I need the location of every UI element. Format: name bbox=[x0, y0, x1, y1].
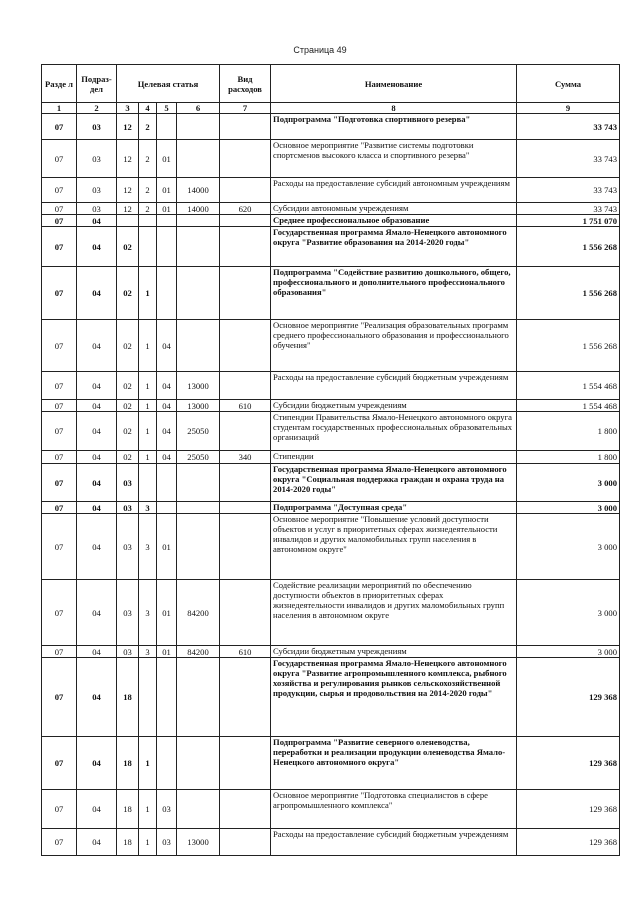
cell-program: 02 bbox=[117, 267, 139, 320]
cell-sum: 3 000 bbox=[517, 464, 620, 502]
header-summa: Сумма bbox=[517, 65, 620, 103]
cell-event bbox=[157, 215, 177, 227]
cell-subprogram: 1 bbox=[139, 737, 157, 790]
cell-sum: 3 000 bbox=[517, 646, 620, 658]
header-podrazdel: Подраз- дел bbox=[77, 65, 117, 103]
header-naimenovanie: Наименование bbox=[271, 65, 517, 103]
cell-expense-type bbox=[220, 580, 271, 646]
col-number: 9 bbox=[517, 103, 620, 114]
cell-name: Подпрограмма "Содействие развитию дошкольного, общего, профессионального и дополнительного профессионального образования" bbox=[271, 267, 517, 320]
cell-program: 02 bbox=[117, 451, 139, 464]
cell-expense-type bbox=[220, 178, 271, 203]
cell-expense-type bbox=[220, 658, 271, 737]
table-row bbox=[42, 203, 620, 215]
budget-table bbox=[41, 64, 620, 856]
cell-event: 04 bbox=[157, 320, 177, 372]
cell-razdel: 07 bbox=[42, 829, 77, 856]
cell-razdel: 07 bbox=[42, 203, 77, 215]
cell-podrazdel: 04 bbox=[77, 372, 117, 400]
table-row bbox=[42, 464, 620, 502]
cell-razdel: 07 bbox=[42, 514, 77, 580]
cell-subprogram: 1 bbox=[139, 320, 157, 372]
cell-name: Субсидии автономным учреждениям bbox=[271, 203, 517, 215]
table-row bbox=[42, 227, 620, 267]
cell-event: 04 bbox=[157, 451, 177, 464]
cell-sum: 33 743 bbox=[517, 178, 620, 203]
cell-razdel: 07 bbox=[42, 267, 77, 320]
cell-sum: 129 368 bbox=[517, 658, 620, 737]
cell-sum: 1 556 268 bbox=[517, 227, 620, 267]
cell-direction: 13000 bbox=[177, 372, 220, 400]
cell-razdel: 07 bbox=[42, 372, 77, 400]
header-razdel: Разде л bbox=[42, 65, 77, 103]
cell-razdel: 07 bbox=[42, 114, 77, 140]
col-number: 6 bbox=[177, 103, 220, 114]
cell-sum: 1 556 268 bbox=[517, 320, 620, 372]
cell-expense-type bbox=[220, 320, 271, 372]
cell-name: Основное мероприятие "Реализация образовательных программ среднего профессионального образования и профессионального обучения" bbox=[271, 320, 517, 372]
cell-subprogram: 2 bbox=[139, 114, 157, 140]
cell-sum: 1 800 bbox=[517, 412, 620, 451]
cell-name: Субсидии бюджетным учреждениям bbox=[271, 400, 517, 412]
cell-subprogram: 3 bbox=[139, 514, 157, 580]
cell-direction: 13000 bbox=[177, 400, 220, 412]
cell-program: 02 bbox=[117, 227, 139, 267]
table-row bbox=[42, 829, 620, 856]
table-row bbox=[42, 502, 620, 514]
cell-name: Государственная программа Ямало-Ненецкого автономного округа "Социальная поддержка граждан и охрана труда на 2014-2020 годы" bbox=[271, 464, 517, 502]
cell-expense-type bbox=[220, 514, 271, 580]
cell-razdel: 07 bbox=[42, 658, 77, 737]
cell-subprogram: 3 bbox=[139, 502, 157, 514]
cell-name: Расходы на предоставление субсидий автономным учреждениям bbox=[271, 178, 517, 203]
cell-program: 02 bbox=[117, 320, 139, 372]
cell-subprogram: 1 bbox=[139, 267, 157, 320]
cell-name: Основное мероприятие "Развитие системы подготовки спортсменов высокого класса и спортивного резерва" bbox=[271, 140, 517, 178]
cell-event bbox=[157, 502, 177, 514]
cell-program: 12 bbox=[117, 114, 139, 140]
cell-program: 12 bbox=[117, 140, 139, 178]
cell-program: 18 bbox=[117, 790, 139, 829]
cell-podrazdel: 04 bbox=[77, 658, 117, 737]
cell-name: Государственная программа Ямало-Ненецкого автономного округа "Развитие агропромышленного комплекса, рыбного хозяйства и регулирования рынков сельскохозяйственной продукции, сырья и продовольствия на 2014-2020 годы" bbox=[271, 658, 517, 737]
cell-program: 03 bbox=[117, 580, 139, 646]
table-row bbox=[42, 514, 620, 580]
page-number-label: Страница 49 bbox=[293, 45, 347, 55]
cell-event: 01 bbox=[157, 178, 177, 203]
table-row bbox=[42, 790, 620, 829]
cell-name: Стипендии bbox=[271, 451, 517, 464]
cell-program: 03 bbox=[117, 646, 139, 658]
cell-expense-type bbox=[220, 215, 271, 227]
cell-razdel: 07 bbox=[42, 580, 77, 646]
table-row bbox=[42, 267, 620, 320]
cell-program: 03 bbox=[117, 514, 139, 580]
cell-subprogram: 3 bbox=[139, 580, 157, 646]
cell-event: 01 bbox=[157, 140, 177, 178]
cell-event bbox=[157, 114, 177, 140]
cell-direction bbox=[177, 114, 220, 140]
cell-expense-type bbox=[220, 372, 271, 400]
cell-direction bbox=[177, 267, 220, 320]
cell-direction bbox=[177, 320, 220, 372]
cell-podrazdel: 04 bbox=[77, 464, 117, 502]
cell-direction bbox=[177, 514, 220, 580]
cell-expense-type bbox=[220, 114, 271, 140]
cell-direction: 14000 bbox=[177, 178, 220, 203]
cell-razdel: 07 bbox=[42, 502, 77, 514]
cell-razdel: 07 bbox=[42, 400, 77, 412]
cell-name: Среднее профессиональное образование bbox=[271, 215, 517, 227]
cell-expense-type: 610 bbox=[220, 646, 271, 658]
cell-subprogram bbox=[139, 215, 157, 227]
cell-expense-type bbox=[220, 737, 271, 790]
cell-direction: 13000 bbox=[177, 829, 220, 856]
col-number: 5 bbox=[157, 103, 177, 114]
cell-razdel: 07 bbox=[42, 464, 77, 502]
cell-sum: 33 743 bbox=[517, 114, 620, 140]
cell-name: Субсидии бюджетным учреждениям bbox=[271, 646, 517, 658]
col-number: 4 bbox=[139, 103, 157, 114]
cell-name: Расходы на предоставление субсидий бюджетным учреждениям bbox=[271, 372, 517, 400]
cell-podrazdel: 04 bbox=[77, 320, 117, 372]
cell-razdel: 07 bbox=[42, 790, 77, 829]
cell-program: 12 bbox=[117, 178, 139, 203]
cell-name: Стипендии Правительства Ямало-Ненецкого автономного округа студентам государственных профессиональных образовательных организаций bbox=[271, 412, 517, 451]
cell-program: 03 bbox=[117, 464, 139, 502]
cell-subprogram: 3 bbox=[139, 646, 157, 658]
cell-direction bbox=[177, 140, 220, 178]
cell-razdel: 07 bbox=[42, 178, 77, 203]
cell-name: Расходы на предоставление субсидий бюджетным учреждениям bbox=[271, 829, 517, 856]
cell-direction: 25050 bbox=[177, 412, 220, 451]
col-number: 1 bbox=[42, 103, 77, 114]
cell-program: 12 bbox=[117, 203, 139, 215]
cell-subprogram: 1 bbox=[139, 372, 157, 400]
cell-podrazdel: 03 bbox=[77, 178, 117, 203]
cell-direction: 14000 bbox=[177, 203, 220, 215]
cell-razdel: 07 bbox=[42, 215, 77, 227]
cell-event: 03 bbox=[157, 829, 177, 856]
cell-subprogram bbox=[139, 464, 157, 502]
cell-sum: 1 554 468 bbox=[517, 372, 620, 400]
col-number: 2 bbox=[77, 103, 117, 114]
cell-event: 04 bbox=[157, 372, 177, 400]
cell-podrazdel: 04 bbox=[77, 451, 117, 464]
cell-program: 18 bbox=[117, 829, 139, 856]
cell-program: 02 bbox=[117, 412, 139, 451]
cell-direction bbox=[177, 790, 220, 829]
cell-podrazdel: 03 bbox=[77, 140, 117, 178]
table-row bbox=[42, 140, 620, 178]
cell-podrazdel: 04 bbox=[77, 267, 117, 320]
header-celevaya-statya: Целевая статья bbox=[117, 65, 220, 103]
cell-event: 01 bbox=[157, 646, 177, 658]
cell-direction: 84200 bbox=[177, 580, 220, 646]
cell-expense-type bbox=[220, 829, 271, 856]
cell-event: 04 bbox=[157, 400, 177, 412]
cell-direction: 84200 bbox=[177, 646, 220, 658]
cell-direction bbox=[177, 215, 220, 227]
header-vid-rashodov: Вид расходов bbox=[220, 65, 271, 103]
header-row bbox=[42, 65, 620, 103]
cell-event bbox=[157, 267, 177, 320]
cell-subprogram bbox=[139, 227, 157, 267]
cell-razdel: 07 bbox=[42, 140, 77, 178]
cell-sum: 129 368 bbox=[517, 829, 620, 856]
cell-razdel: 07 bbox=[42, 646, 77, 658]
cell-sum: 3 000 bbox=[517, 514, 620, 580]
cell-event bbox=[157, 227, 177, 267]
table-row bbox=[42, 646, 620, 658]
cell-podrazdel: 04 bbox=[77, 790, 117, 829]
cell-expense-type bbox=[220, 267, 271, 320]
cell-razdel: 07 bbox=[42, 451, 77, 464]
cell-direction: 25050 bbox=[177, 451, 220, 464]
cell-podrazdel: 04 bbox=[77, 514, 117, 580]
cell-sum: 3 000 bbox=[517, 502, 620, 514]
cell-expense-type bbox=[220, 790, 271, 829]
table-row bbox=[42, 451, 620, 464]
cell-razdel: 07 bbox=[42, 412, 77, 451]
cell-podrazdel: 04 bbox=[77, 829, 117, 856]
cell-sum: 33 743 bbox=[517, 140, 620, 178]
cell-event: 01 bbox=[157, 203, 177, 215]
cell-name: Подпрограмма "Развитие северного оленеводства, переработки и реализации продукции оленеводства Ямало-Ненецкого автономного округа" bbox=[271, 737, 517, 790]
cell-direction bbox=[177, 227, 220, 267]
cell-program: 02 bbox=[117, 400, 139, 412]
cell-expense-type bbox=[220, 227, 271, 267]
cell-direction bbox=[177, 502, 220, 514]
table-row bbox=[42, 114, 620, 140]
cell-name: Содействие реализации мероприятий по обеспечению доступности объектов в приоритетных сферах жизнедеятельности инвалидов и других маломобильных групп населения в автономном округе bbox=[271, 580, 517, 646]
cell-name: Основное мероприятие "Подготовка специалистов в сфере агропромышленного комплекса" bbox=[271, 790, 517, 829]
cell-subprogram: 2 bbox=[139, 203, 157, 215]
cell-name: Основное мероприятие "Повышение условий доступности объектов и услуг в приоритетных сферах жизнедеятельности инвалидов и других маломобильных групп населения в автономном округе" bbox=[271, 514, 517, 580]
cell-event bbox=[157, 658, 177, 737]
cell-podrazdel: 03 bbox=[77, 203, 117, 215]
table-row bbox=[42, 372, 620, 400]
table-row bbox=[42, 737, 620, 790]
cell-subprogram: 1 bbox=[139, 829, 157, 856]
cell-podrazdel: 04 bbox=[77, 580, 117, 646]
cell-name: Подпрограмма "Доступная среда" bbox=[271, 502, 517, 514]
cell-sum: 1 556 268 bbox=[517, 267, 620, 320]
cell-podrazdel: 04 bbox=[77, 215, 117, 227]
cell-expense-type bbox=[220, 502, 271, 514]
table-row bbox=[42, 580, 620, 646]
cell-subprogram: 1 bbox=[139, 412, 157, 451]
cell-razdel: 07 bbox=[42, 737, 77, 790]
cell-sum: 1 751 070 bbox=[517, 215, 620, 227]
cell-razdel: 07 bbox=[42, 227, 77, 267]
cell-event: 04 bbox=[157, 412, 177, 451]
cell-podrazdel: 03 bbox=[77, 114, 117, 140]
cell-sum: 129 368 bbox=[517, 790, 620, 829]
table-row bbox=[42, 412, 620, 451]
table-row bbox=[42, 658, 620, 737]
cell-podrazdel: 04 bbox=[77, 646, 117, 658]
cell-subprogram: 2 bbox=[139, 178, 157, 203]
table-row bbox=[42, 178, 620, 203]
cell-event: 01 bbox=[157, 580, 177, 646]
cell-name: Подпрограмма "Подготовка спортивного резерва" bbox=[271, 114, 517, 140]
cell-expense-type bbox=[220, 412, 271, 451]
cell-subprogram: 1 bbox=[139, 400, 157, 412]
cell-subprogram: 1 bbox=[139, 790, 157, 829]
cell-program: 03 bbox=[117, 502, 139, 514]
col-number: 3 bbox=[117, 103, 139, 114]
cell-podrazdel: 04 bbox=[77, 227, 117, 267]
table-row bbox=[42, 320, 620, 372]
cell-expense-type: 610 bbox=[220, 400, 271, 412]
cell-podrazdel: 04 bbox=[77, 400, 117, 412]
cell-sum: 3 000 bbox=[517, 580, 620, 646]
cell-program: 02 bbox=[117, 372, 139, 400]
cell-direction bbox=[177, 464, 220, 502]
cell-name: Государственная программа Ямало-Ненецкого автономного округа "Развитие образования на 2014-2020 годы" bbox=[271, 227, 517, 267]
cell-subprogram: 2 bbox=[139, 140, 157, 178]
cell-event: 01 bbox=[157, 514, 177, 580]
cell-expense-type: 620 bbox=[220, 203, 271, 215]
cell-event bbox=[157, 464, 177, 502]
col-number: 7 bbox=[220, 103, 271, 114]
cell-sum: 1 800 bbox=[517, 451, 620, 464]
cell-sum: 129 368 bbox=[517, 737, 620, 790]
cell-direction bbox=[177, 737, 220, 790]
cell-event: 03 bbox=[157, 790, 177, 829]
col-number: 8 bbox=[271, 103, 517, 114]
table-row bbox=[42, 400, 620, 412]
cell-podrazdel: 04 bbox=[77, 737, 117, 790]
cell-direction bbox=[177, 658, 220, 737]
cell-razdel: 07 bbox=[42, 320, 77, 372]
table-row bbox=[42, 215, 620, 227]
cell-subprogram: 1 bbox=[139, 451, 157, 464]
cell-podrazdel: 04 bbox=[77, 502, 117, 514]
column-number-row bbox=[42, 103, 620, 114]
cell-podrazdel: 04 bbox=[77, 412, 117, 451]
cell-expense-type bbox=[220, 140, 271, 178]
cell-sum: 33 743 bbox=[517, 203, 620, 215]
cell-expense-type: 340 bbox=[220, 451, 271, 464]
cell-program bbox=[117, 215, 139, 227]
cell-program: 18 bbox=[117, 658, 139, 737]
cell-program: 18 bbox=[117, 737, 139, 790]
cell-expense-type bbox=[220, 464, 271, 502]
cell-sum: 1 554 468 bbox=[517, 400, 620, 412]
cell-subprogram bbox=[139, 658, 157, 737]
cell-event bbox=[157, 737, 177, 790]
